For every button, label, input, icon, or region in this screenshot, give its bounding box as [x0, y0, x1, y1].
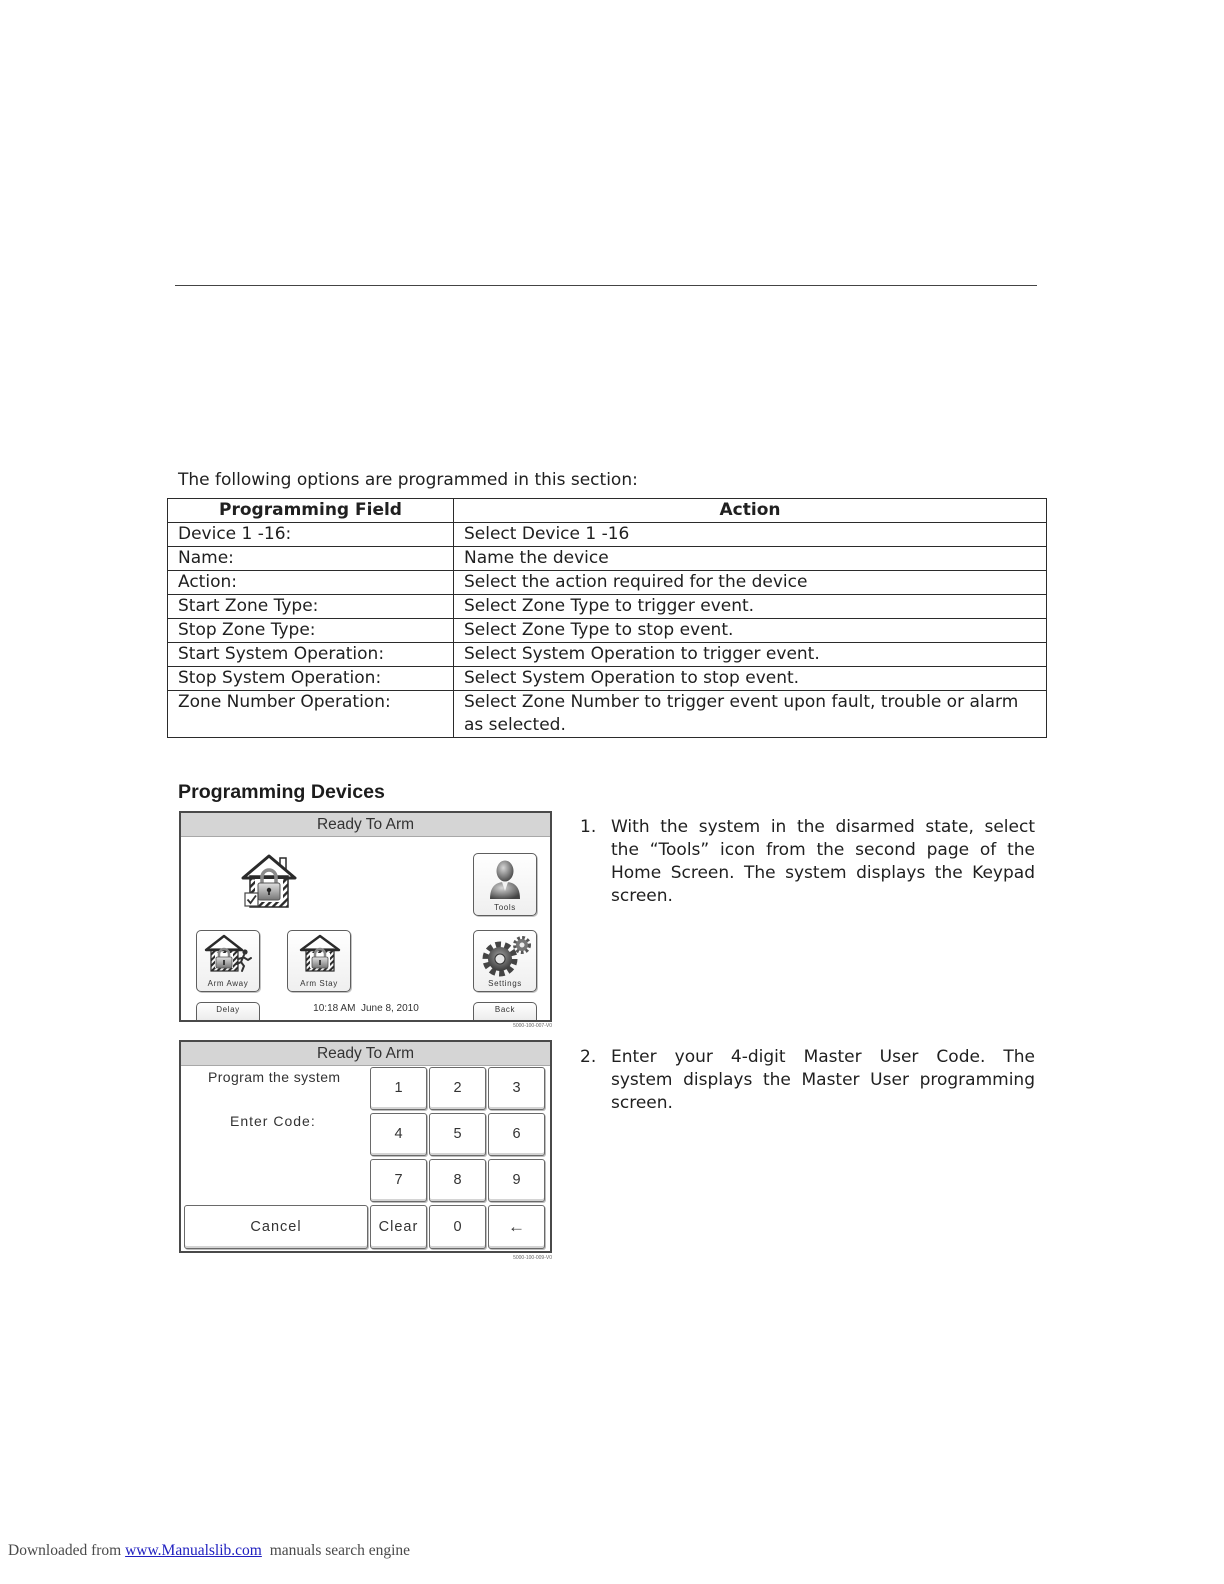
field-cell: Start Zone Type: [168, 595, 454, 619]
field-cell: Stop Zone Type: [168, 619, 454, 643]
field-cell: Start System Operation: [168, 643, 454, 667]
cancel-button: Cancel [184, 1205, 368, 1249]
table-row [168, 643, 1047, 667]
key-0: 0 [429, 1205, 486, 1249]
action-cell: Name the device [454, 547, 1047, 571]
key-1: 1 [370, 1067, 427, 1110]
keypad-screen-figure [179, 1040, 552, 1253]
table-row [168, 547, 1047, 571]
key-7: 7 [370, 1159, 427, 1202]
step-line: the “Tools” icon from the second page of the [611, 840, 1035, 860]
gears-icon [478, 934, 534, 978]
figure-code: 5000-100-007-V0 [513, 1023, 552, 1029]
field-cell: Zone Number Operation: [168, 691, 454, 738]
key-9: 9 [488, 1159, 545, 1202]
table-row [168, 667, 1047, 691]
key-2: 2 [429, 1067, 486, 1110]
action-cell: Select System Operation to stop event. [454, 667, 1047, 691]
intro-text: The following options are programmed in this section: [178, 470, 638, 490]
backspace-button [488, 1205, 545, 1249]
house-lock-away-icon [203, 933, 253, 973]
table-row [168, 571, 1047, 595]
step-line: Enter your 4-digit Master User Code. The [611, 1047, 1035, 1067]
action-cell: Select Device 1 -16 [454, 523, 1047, 547]
arm-stay-label: Arm Stay [300, 979, 338, 988]
step-text [611, 1046, 1035, 1115]
step-line: With the system in the disarmed state, select [611, 817, 1035, 837]
key-4: 4 [370, 1113, 427, 1156]
download-footer [8, 1542, 410, 1560]
arm-stay-button [287, 930, 351, 992]
header-action: Action [454, 499, 1047, 523]
tools-label: Tools [494, 903, 516, 912]
screen-title: Ready To Arm [181, 813, 550, 837]
footer-prefix: Downloaded from [8, 1542, 122, 1559]
settings-button [473, 930, 537, 992]
home-screen-figure [179, 811, 552, 1022]
arm-away-button [196, 930, 260, 992]
field-cell: Stop System Operation: [168, 667, 454, 691]
step-line: screen. [611, 886, 673, 906]
step-text [611, 816, 1035, 908]
settings-label: Settings [488, 979, 522, 988]
house-lock-stay-icon [298, 933, 342, 973]
step-line: screen. [611, 1093, 673, 1113]
step-number: 1. [580, 817, 597, 837]
key-8: 8 [429, 1159, 486, 1202]
field-cell: Device 1 -16: [168, 523, 454, 547]
action-cell: Select Zone Type to stop event. [454, 619, 1047, 643]
step-number: 2. [580, 1047, 597, 1067]
field-cell: Name: [168, 547, 454, 571]
key-6: 6 [488, 1113, 545, 1156]
action-cell: Select Zone Number to trigger event upon fault, trouble or alarm as selected. [454, 691, 1047, 738]
top-horizontal-rule [175, 285, 1037, 286]
table-header-row [168, 499, 1047, 523]
table-row [168, 523, 1047, 547]
programming-options-table [167, 498, 1047, 738]
program-prompt: Program the system [208, 1069, 341, 1085]
field-cell: Action: [168, 571, 454, 595]
action-cell: Select the action required for the device [454, 571, 1047, 595]
key-5: 5 [429, 1113, 486, 1156]
arm-away-label: Arm Away [207, 979, 249, 988]
back-tab: Back [473, 1002, 537, 1020]
footer-suffix: manuals search engine [269, 1542, 411, 1559]
manualslib-link[interactable]: www.Manualslib.com [125, 1542, 262, 1559]
action-cell: Select System Operation to trigger event. [454, 643, 1047, 667]
table-row [168, 691, 1047, 738]
table-row [168, 619, 1047, 643]
step-line: system displays the Master User programming [611, 1070, 1035, 1090]
clear-button: Clear [370, 1205, 427, 1249]
screen-title: Ready To Arm [181, 1042, 550, 1066]
table-row [168, 595, 1047, 619]
person-icon [487, 857, 523, 899]
header-programming-field: Programming Field [168, 499, 454, 523]
key-3: 3 [488, 1067, 545, 1110]
tools-button [473, 853, 537, 916]
left-arrow-icon: ← [508, 1217, 525, 1236]
enter-code-label: Enter Code: [230, 1113, 316, 1129]
action-cell: Select Zone Type to trigger event. [454, 595, 1047, 619]
figure-code: 5000-100-009-V0 [513, 1255, 552, 1261]
delay-tab: Delay [196, 1002, 260, 1020]
step-line: Home Screen. The system displays the Keypad [611, 863, 1035, 883]
date-time-readout: 10:18 AM June 8, 2010 [313, 1003, 419, 1014]
section-heading: Programming Devices [178, 781, 385, 803]
house-lock-icon [240, 853, 298, 909]
